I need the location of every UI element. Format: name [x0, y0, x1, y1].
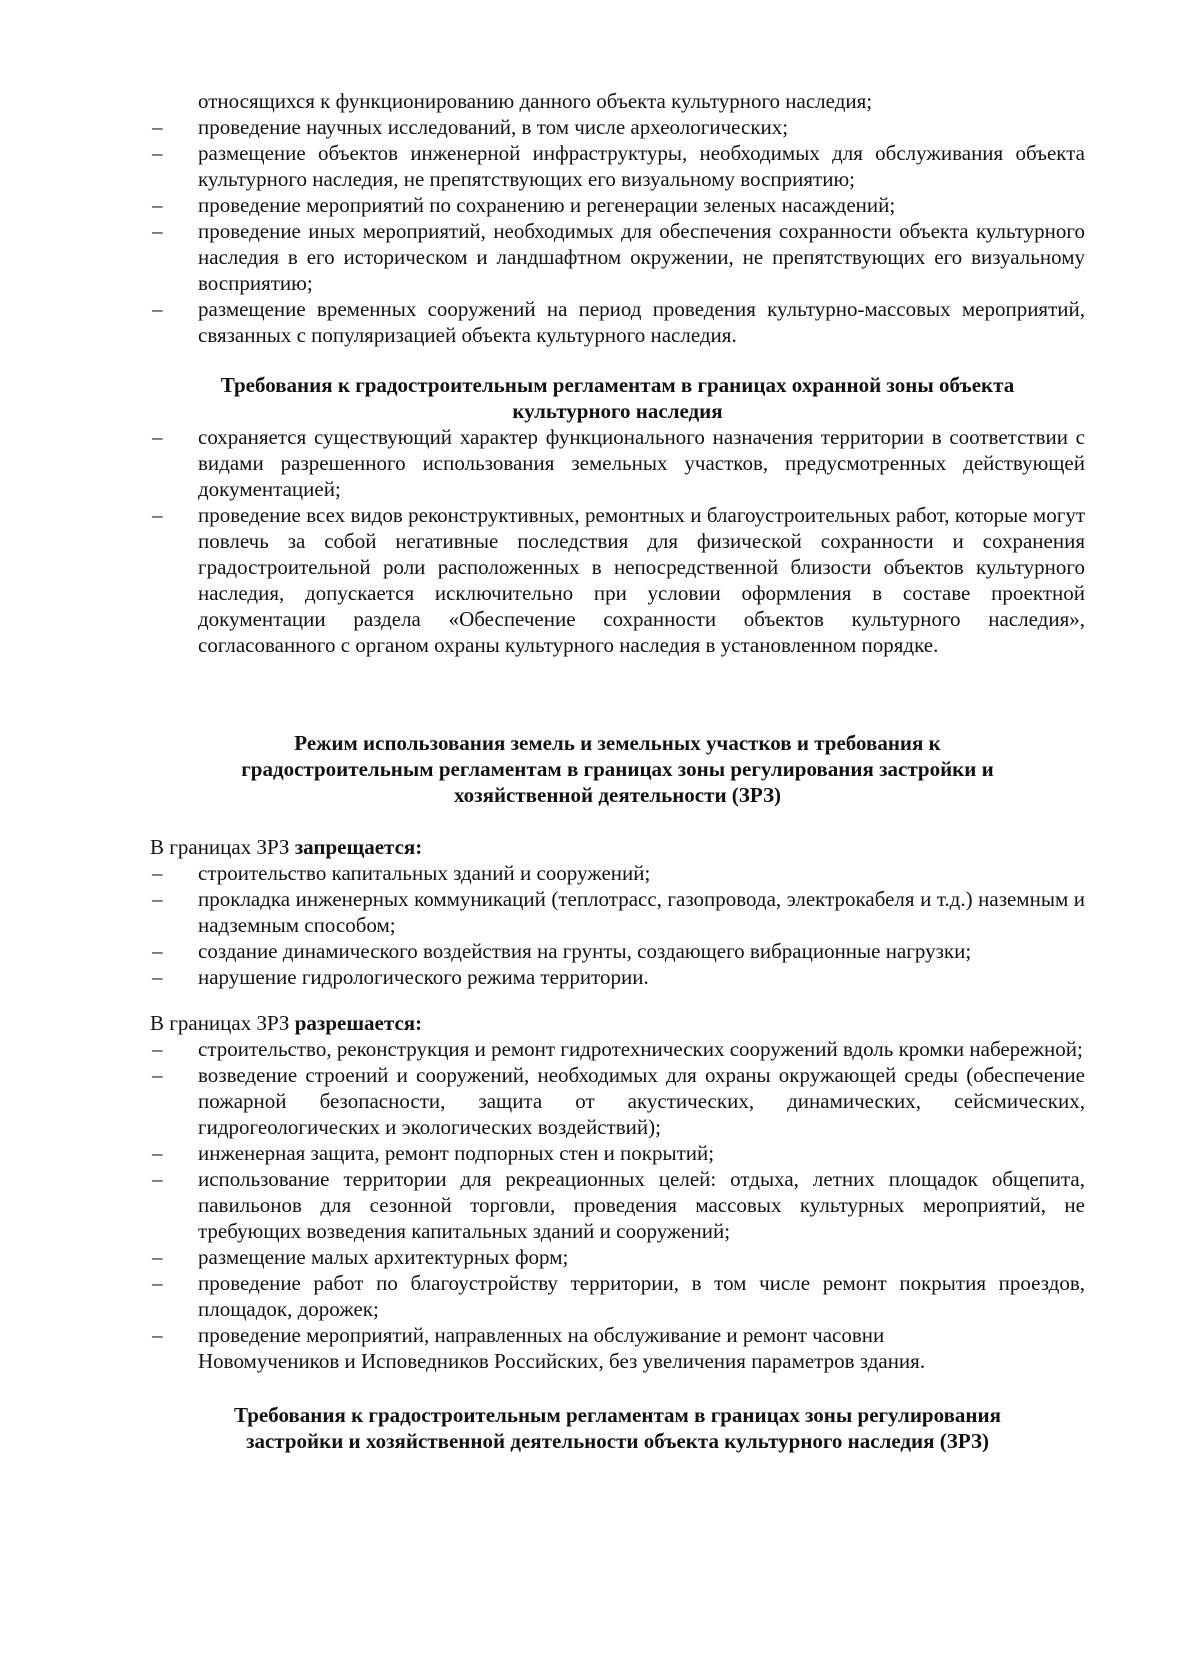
- intro-keyword: разрешается:: [294, 1011, 423, 1035]
- list-item: – строительство капитальных зданий и сооружений;: [150, 860, 1085, 886]
- list-item: – использование территории для рекреационных целей: отдыха, летних площадок общепита, павильонов для сезонной торговли, проведения массовых культурных мероприятий, не требующих возведения капитальных зданий и сооружений;: [150, 1166, 1085, 1244]
- list-item: – проведение работ по благоустройству территории, в том числе ремонт покрытия проездов, площадок, дорожек;: [150, 1270, 1085, 1322]
- intro-text: В границах ЗРЗ: [150, 835, 295, 859]
- allowed-block: [150, 1010, 1085, 1374]
- allowed-intro: [150, 1010, 1085, 1036]
- heading-line: градостроительным регламентам в границах зоны регулирования застройки и: [241, 757, 994, 781]
- allowed-list: [150, 1036, 1085, 1374]
- prohibited-block: [150, 834, 1085, 990]
- item-line: Новомучеников и Исповедников Российских, без увеличения параметров здания.: [198, 1349, 926, 1373]
- list-item: – создание динамического воздействия на грунты, создающего вибрационные нагрузки;: [150, 938, 1085, 964]
- list-item: – инженерная защита, ремонт подпорных стен и покрытий;: [150, 1140, 1085, 1166]
- heading-line: Режим использования земель и земельных участков и требования к: [294, 731, 941, 755]
- zrz-regime-section: [150, 730, 1085, 808]
- top-list-block: [150, 88, 1085, 348]
- prohibited-list: [150, 860, 1085, 990]
- list-item: – сохраняется существующий характер функционального назначения территории в соответствии с видами разрешенного использования земельных участков, предусмотренных действующей документацией;: [150, 424, 1085, 502]
- section-heading: [150, 1402, 1085, 1454]
- final-section: [150, 1402, 1085, 1454]
- list-item: – строительство, реконструкция и ремонт гидротехнических сооружений вдоль кромки набережной;: [150, 1036, 1085, 1062]
- list-item: – проведение иных мероприятий, необходимых для обеспечения сохранности объекта культурного наследия в его историческом и ландшафтном окружении, не препятствующих его визуальному восприятию;: [150, 218, 1085, 296]
- heading-line: Требования к градостроительным регламентам в границах охранной зоны объекта: [220, 373, 1015, 397]
- list-item: – проведение мероприятий по сохранению и регенерации зеленых насаждений;: [150, 192, 1085, 218]
- heading-line: Требования к градостроительным регламентам в границах зоны регулирования: [234, 1403, 1001, 1427]
- top-list: [150, 114, 1085, 348]
- protection-zone-section: [150, 372, 1085, 658]
- list-item: – размещение временных сооружений на период проведения культурно-массовых мероприятий, связанных с популяризацией объекта культурного наследия.: [150, 296, 1085, 348]
- list-item: – проведение всех видов реконструктивных, ремонтных и благоустроительных работ, которые могут повлечь за собой негативные последствия для физической сохранности и сохранения градостроительной роли расположенных в непосредственной близости объектов культурного наследия, допускается исключительно при условии оформления в составе проектной документации раздела «Обеспечение сохранности объектов культурного наследия», согласованного с органом охраны культурного наследия в установленном порядке.: [150, 502, 1085, 658]
- section-heading: [150, 730, 1085, 808]
- list-item: – прокладка инженерных коммуникаций (теплотрасс, газопровода, электрокабеля и т.д.) наземным и надземным способом;: [150, 886, 1085, 938]
- heading-line: культурного наследия: [512, 399, 723, 423]
- list-continuation: относящихся к функционированию данного объекта культурного наследия;: [198, 89, 873, 113]
- list-item: – размещение малых архитектурных форм;: [150, 1244, 1085, 1270]
- protection-list: [150, 424, 1085, 658]
- list-item: – возведение строений и сооружений, необходимых для охраны окружающей среды (обеспечение пожарной безопасности, защита от акустических, динамических, сейсмических, гидрогеологических и экологических воздействий);: [150, 1062, 1085, 1140]
- heading-line: хозяйственной деятельности (ЗРЗ): [453, 783, 782, 807]
- item-line: проведение мероприятий, направленных на обслуживание и ремонт часовни: [198, 1323, 885, 1347]
- list-item: – проведение научных исследований, в том числе археологических;: [150, 114, 1085, 140]
- list-item: – нарушение гидрологического режима территории.: [150, 964, 1085, 990]
- heading-line: застройки и хозяйственной деятельности объекта культурного наследия (ЗРЗ): [246, 1429, 989, 1453]
- section-heading: [150, 372, 1085, 424]
- list-item: [150, 1322, 1085, 1374]
- list-item: – размещение объектов инженерной инфраструктуры, необходимых для обслуживания объекта культурного наследия, не препятствующих его визуальному восприятию;: [150, 140, 1085, 192]
- prohibited-intro: [150, 834, 1085, 860]
- intro-keyword: запрещается:: [294, 835, 423, 859]
- intro-text: В границах ЗРЗ: [150, 1011, 295, 1035]
